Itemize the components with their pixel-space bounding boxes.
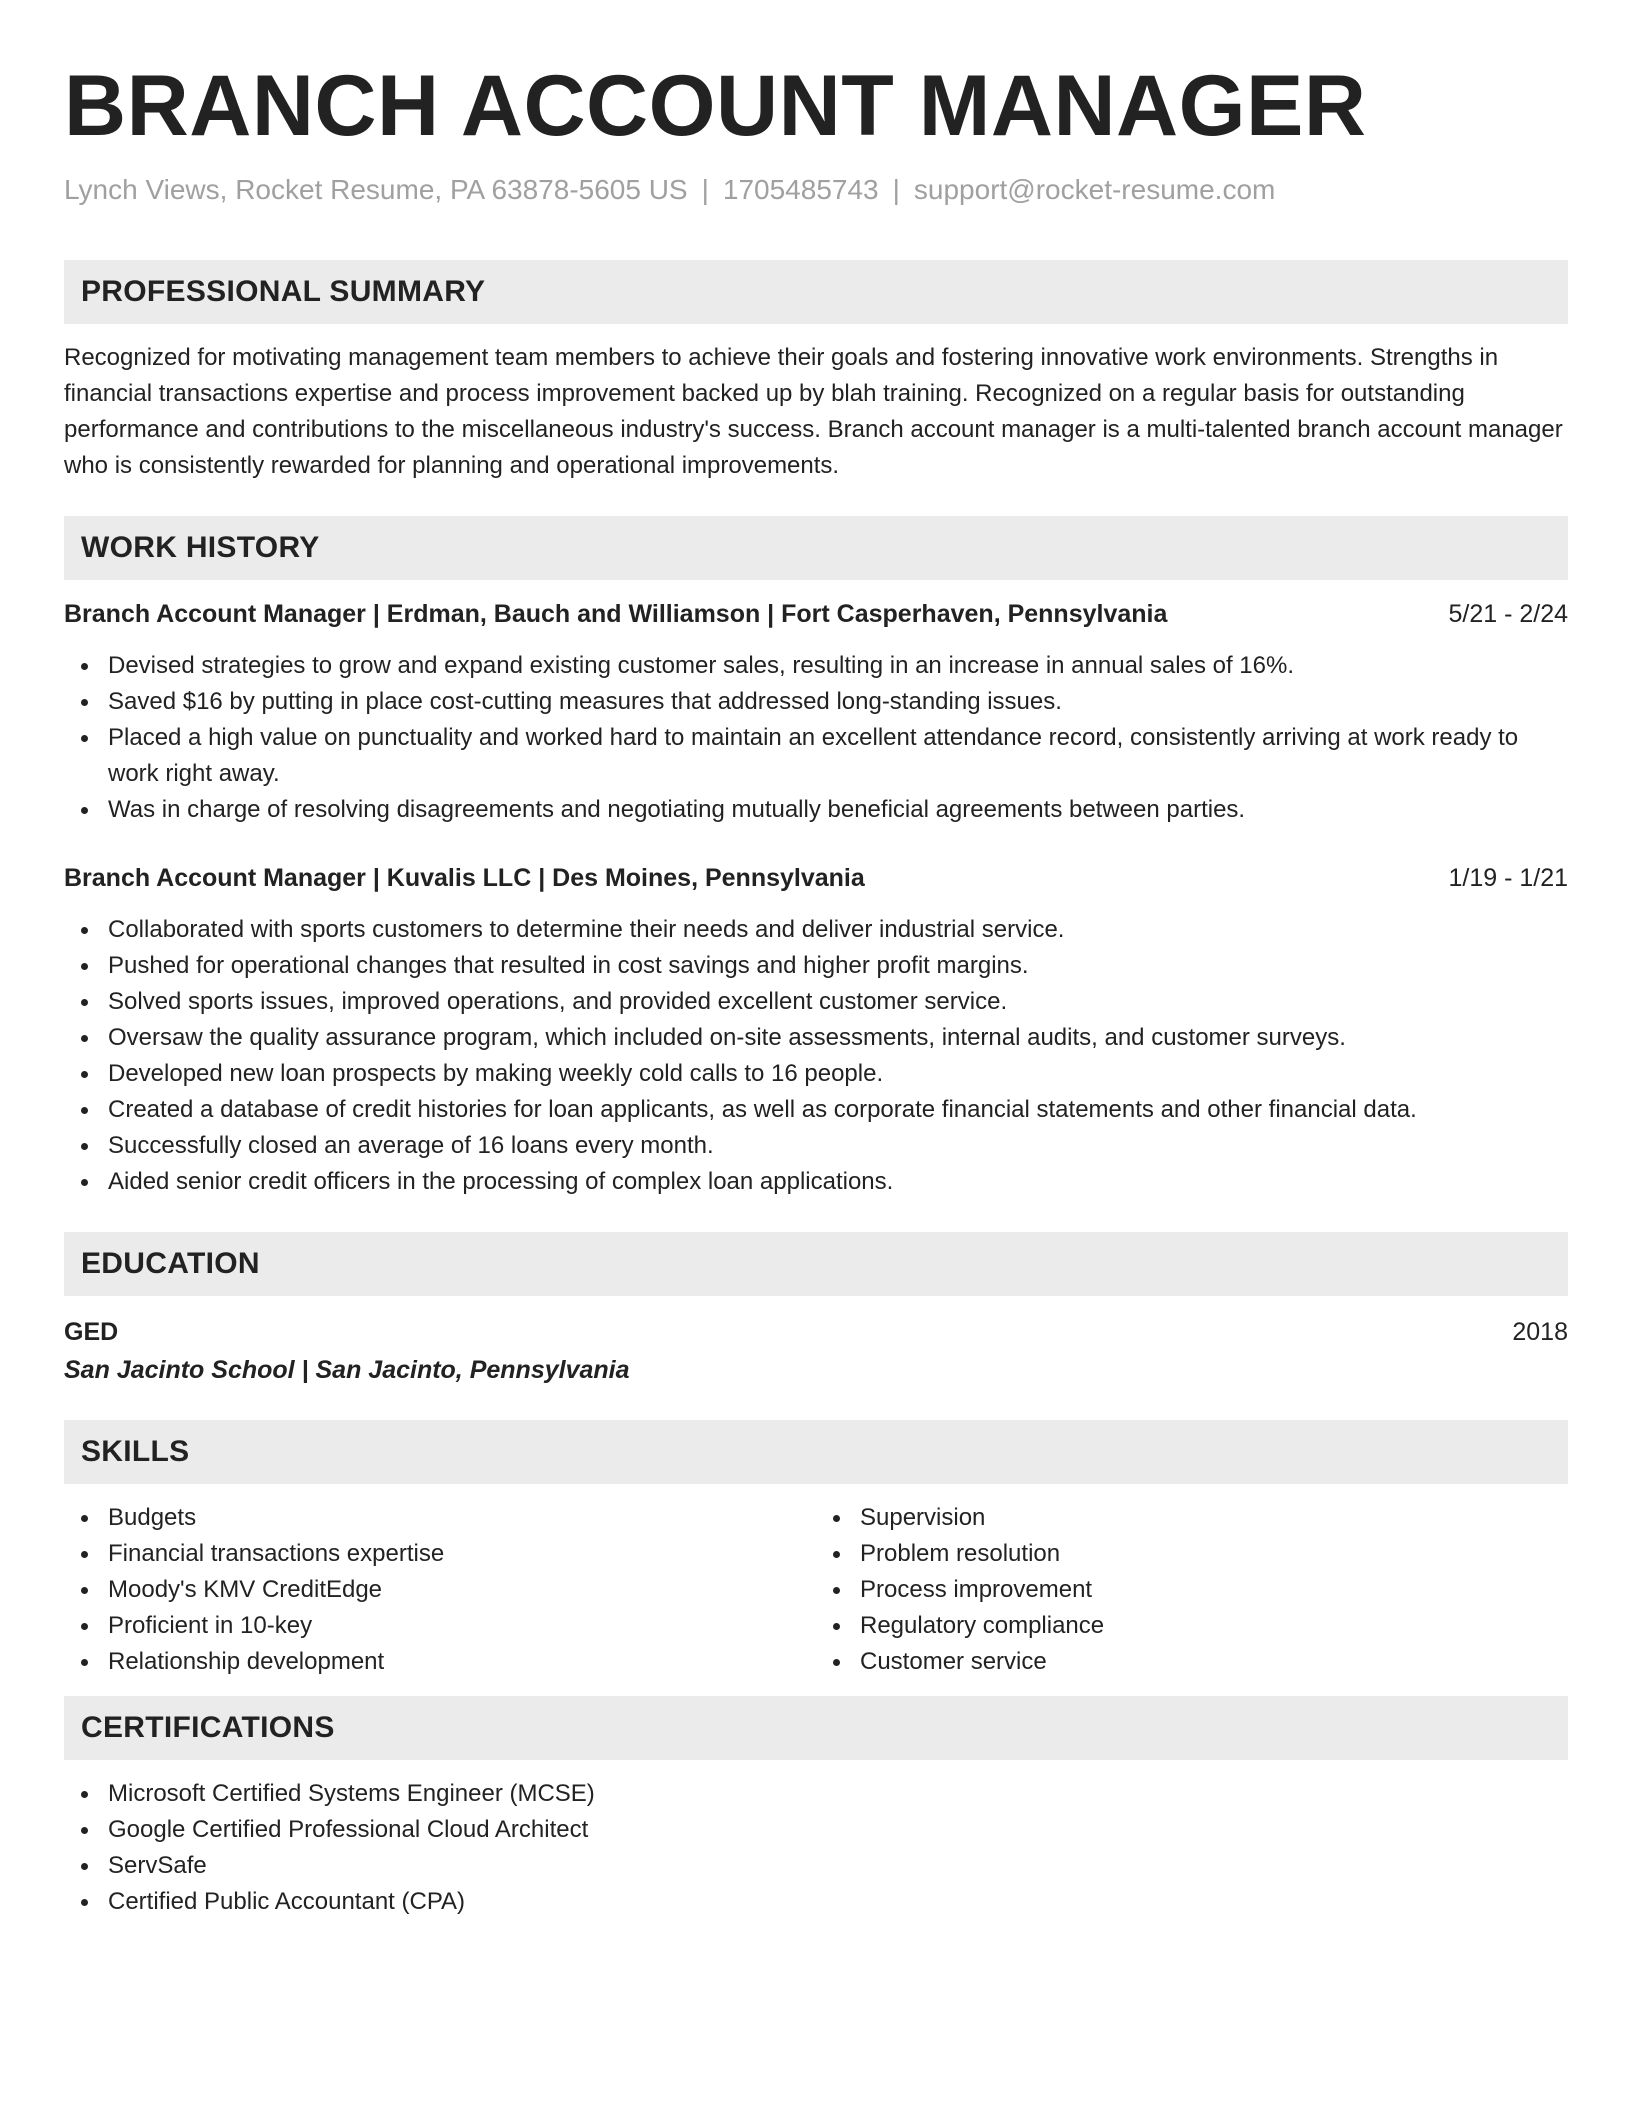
skill-item: Moody's KMV CreditEdge (64, 1572, 816, 1608)
section-heading-certifications: CERTIFICATIONS (64, 1696, 1568, 1760)
education-year: 2018 (1512, 1318, 1568, 1346)
job-header (64, 860, 1568, 896)
skills-column-right (816, 1500, 1568, 1680)
job-dates: 1/19 - 1/21 (1448, 864, 1568, 892)
candidate-title: BRANCH ACCOUNT MANAGER (64, 58, 1367, 154)
section-heading-summary: PROFESSIONAL SUMMARY (64, 260, 1568, 324)
skills-list (64, 1500, 816, 1680)
skills-grid (64, 1500, 1568, 1680)
contact-phone: 1705485743 (722, 174, 879, 205)
contact-line (64, 172, 1568, 208)
skills-column-left (64, 1500, 816, 1680)
skill-item: Problem resolution (816, 1536, 1568, 1572)
contact-address: Lynch Views, Rocket Resume, PA 63878-5605 US (64, 174, 688, 205)
skills-list (816, 1500, 1568, 1680)
job-header (64, 596, 1568, 632)
contact-email: support@rocket-resume.com (913, 174, 1276, 205)
list-item: Created a database of credit histories for loan applicants, as well as corporate financial statements and other financial data. (64, 1092, 1568, 1128)
certification-item: Microsoft Certified Systems Engineer (MCSE) (64, 1776, 1568, 1812)
skill-item: Relationship development (64, 1644, 816, 1680)
certification-item: Certified Public Accountant (CPA) (64, 1884, 1568, 1920)
section-heading-skills: SKILLS (64, 1420, 1568, 1484)
section-heading-education: EDUCATION (64, 1232, 1568, 1296)
job-dates: 5/21 - 2/24 (1448, 600, 1568, 628)
list-item: Saved $16 by putting in place cost-cutting measures that addressed long-standing issues. (64, 684, 1568, 720)
contact-separator: | (701, 174, 709, 205)
job-title: Branch Account Manager | Kuvalis LLC | Des Moines, Pennsylvania (64, 864, 865, 892)
job-title: Branch Account Manager | Erdman, Bauch and Williamson | Fort Casperhaven, Pennsylvania (64, 600, 1168, 628)
list-item: Successfully closed an average of 16 loans every month. (64, 1128, 1568, 1164)
list-item: Pushed for operational changes that resulted in cost savings and higher profit margins. (64, 948, 1568, 984)
list-item: Developed new loan prospects by making weekly cold calls to 16 people. (64, 1056, 1568, 1092)
skill-item: Regulatory compliance (816, 1608, 1568, 1644)
section-heading-work-history: WORK HISTORY (64, 516, 1568, 580)
certifications-list (64, 1776, 1568, 1920)
certification-item: Google Certified Professional Cloud Architect (64, 1812, 1568, 1848)
education-degree: GED (64, 1318, 119, 1346)
job-bullet-list (64, 648, 1568, 828)
summary-text: Recognized for motivating management team members to achieve their goals and fostering innovative work environments. Strengths in financial transactions expertise and process improvement backed up by blah training. Recognized on a regular basis for outstanding performance and contributions to the miscellaneous industry's success. Branch account manager is a multi-talented branch account manager who is consistently rewarded for planning and operational improvements. (64, 344, 1563, 479)
list-item: Oversaw the quality assurance program, which included on-site assessments, internal audits, and customer surveys. (64, 1020, 1568, 1056)
education-school: San Jacinto School | San Jacinto, Pennsylvania (64, 1356, 630, 1384)
skill-item: Process improvement (816, 1572, 1568, 1608)
list-item: Solved sports issues, improved operations, and provided excellent customer service. (64, 984, 1568, 1020)
education-header (64, 1314, 1568, 1350)
certification-item: ServSafe (64, 1848, 1568, 1884)
skill-item: Financial transactions expertise (64, 1536, 816, 1572)
list-item: Devised strategies to grow and expand existing customer sales, resulting in an increase in annual sales of 16%. (64, 648, 1568, 684)
contact-separator: | (892, 174, 900, 205)
list-item: Aided senior credit officers in the processing of complex loan applications. (64, 1164, 1568, 1200)
list-item: Collaborated with sports customers to determine their needs and deliver industrial service. (64, 912, 1568, 948)
list-item: Was in charge of resolving disagreements and negotiating mutually beneficial agreements between parties. (64, 792, 1568, 828)
job-bullet-list (64, 912, 1568, 1200)
list-item: Placed a high value on punctuality and worked hard to maintain an excellent attendance record, consistently arriving at work ready to work right away. (64, 720, 1568, 792)
skill-item: Budgets (64, 1500, 816, 1536)
skill-item: Proficient in 10-key (64, 1608, 816, 1644)
skill-item: Supervision (816, 1500, 1568, 1536)
skill-item: Customer service (816, 1644, 1568, 1680)
